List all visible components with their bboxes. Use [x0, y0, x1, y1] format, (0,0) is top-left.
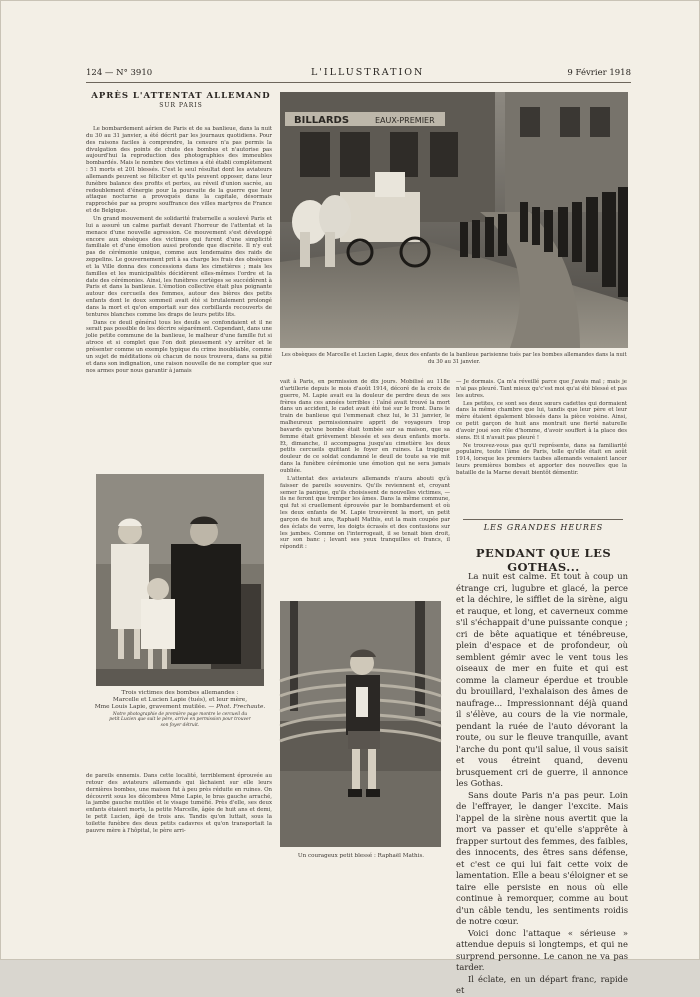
paragraph: Les petites, ce sont ses deux sœurs cadettes qui dormaient dans la même chambre que lui, tandis que leur père et leur mère étaient également blessés dans la pièce voisine. Ainsi, ce petit garçon de huit ans montrait une fierté naturelle d'avoir joué son rôle d'homme, d'avoir souffert à la place des siens. Et il n'avait pas pleuré ! — [456, 400, 627, 441]
family-photo-image — [96, 474, 264, 686]
family-caption-line3 — [94, 704, 266, 711]
family-photo — [96, 474, 264, 686]
boy-photo-image — [280, 601, 441, 847]
paragraph: Le bombardement aérien de Paris et de sa banlieue, dans la nuit du 30 au 31 janvier, a été décrit par les journaux quotidiens. Pour des raisons faciles à comprendre, la censure n'a pas permis la divulgation des points de chute des bombes et n'autorise pas aujourd'hui la reproduction des photographies des immeubles bombardés. Mais le nombre des victimes a été établi complètement : 51 morts et 201 blessés. C'est le seul résultat dont les aviateurs allemands peuvent se féliciter et qu'ils peuvent opposer, dans leur funèbre balance des profits et pertes, au réveil d'union sacrée, au redoublement d'énergie pour la poursuite de la guerre que leur attaque nocturne a provoqués dans la capitale, désormais rapprochée par sa propre souffrance des villes martyres de France et de Belgique. — [86, 126, 272, 215]
article-title: APRÈS L'ATTENTAT ALLEMAND — [91, 91, 271, 101]
paragraph: Un grand mouvement de solidarité fraternelle a soulevé Paris et lui a assuré un calme parfait devant l'horreur de l'attentat et la menace d'une nouvelle agression. Ce mouvement s'est développé encore aux obsèques des victimes qui furent d'une simplicité familiale et d'une émotion aussi profonde que discrète. Il n'y eut pas de cérémonie unique, comme aux lendemains des raids de zeppelins. Le gouvernement prit à sa charge les frais des obsèques et la Ville donna des concessions dans les cimetières ; mais les familles et les municipalités décidèrent elles-mêmes l'ordre et la date des cérémonies. Ainsi, les funèbres cortèges se succédèrent à Paris et dans la banlieue. L'émotion collective était plus poignante autour des cercueils des femmes, autour des bières des petits enfants dont le doux sommeil avait été si brutalement prolongé dans la mort et qu'on emportait sur des corbillards recouverts de tentures blanches comme les draps de leurs petits lits. — [86, 215, 272, 318]
family-caption-line2: Marcelle et Lucien Lapie (tués), et leur mère, — [112, 697, 248, 704]
paragraph: de pareils ennemis. Dans cette localité, terriblement éprouvée au retour des aviateurs allemands qui lâchaient sur elle leurs dernières bombes, une maison fut à peu près réduite en ruines. On découvrit sous les décombres Mme Lapie, le bras gauche arraché, la jambe gauche mutilée et le visage tuméfié. Près d'elle, ses deux enfants étaient morts, la petite Marcelle, âgée de huit ans et demi, le petit Lucien, âgé de trois ans. Tandis qu'on luttait, sous la toilette funèbre des deux petits cadavres et qu'on transportait la pauvre mère à l'hôpital, le père arri- — [86, 773, 272, 834]
paragraph: Dans ce deuil général tous les deuils se confondaient et il ne serait pas possible de les décrire séparément. Cependant, dans une jolie petite commune de la banlieue, le malheur d'une famille fut si atroce et si complet que l'on doit pieusement s'y arrêter et le présenter comme un exemple typique du crime inoubliable, comme un sujet de méditations où chacun de nous trouvera, dans sa pitié et dans son indignation, une raison nouvelle de ne compter que sur nos armes pour nous garantir à jamais — [86, 319, 272, 374]
photo-credit: Phot. Frechaute. — [216, 704, 266, 711]
journal-title: L'ILLUSTRATION — [311, 67, 425, 78]
page-number: 124 — N° 3910 — [86, 68, 153, 78]
family-caption — [94, 690, 266, 728]
running-header — [86, 68, 631, 82]
section-kicker: LES GRANDES HEURES — [483, 523, 604, 532]
boy-caption: Un courageux petit blessé : Raphaël Mathis. — [297, 853, 425, 859]
paragraph: Sans doute Paris n'a pas peur. Loin de l'effrayer, le danger l'excite. Mais l'appel de la sirène nous avertit que la mort va passer et qu'elle s'apprête à frapper surtout des femmes, des faibles, des innocents, des êtres sans défense, et c'est ce qui lui fait cette voix de lamentation. Elle a beau s'éloigner et se taire elle persiste en nous où elle continue à remorquer, comme au bout d'un câble tendu, les sentiments roidis de notre cœur. — [456, 789, 628, 926]
funeral-photo — [280, 92, 628, 348]
section-title: PENDANT QUE LES GOTHAS... — [475, 546, 612, 574]
funeral-photo-image — [280, 92, 628, 348]
left-continuation — [86, 773, 272, 873]
middle-article-body — [280, 379, 450, 592]
family-caption-text: Mme Louis Lapie, gravement mutilée. — — [94, 704, 215, 711]
family-caption-line1: Trois victimes des bombes allemandes : — [121, 690, 239, 696]
paragraph: — Je dormais. Ça m'a réveillé parce que j'avais mal ; mais je n'ai pas pleuré. Tant mieux qu'c'est moi qu'ai été blessé et pas les autres. — [456, 379, 627, 399]
paragraph: vait à Paris, en permission de dix jours. Mobilisé au 118e d'artillerie depuis le mois d'août 1914, décoré de la croix de guerre, M. Lapie avait eu la douleur de perdre deux de ses frères dans ces années terribles : l'aîné avait trouvé la mort dans un accident, le cadet avait été tué sur le front. Dans le train de banlieue qui l'emmenait chez lui, le 31 janvier, le malheureux permissionnaire apprit de voyageurs trop bavards qu'une bombe était tombée sur sa maison, que sa femme était grièvement blessée et ses deux enfants morts. Et, dimanche, il accompagna jusqu'au cimetière les deux petits cercueils quittant le foyer en ruines. La tragique douleur de ce soldat condamné le deuil de toute sa vie mit dans la funèbre cérémonie une émotion qui ne sera jamais oubliée. — [280, 379, 450, 474]
issue-date: 9 Février 1918 — [567, 68, 631, 78]
sign-eaux: EAUX-PREMIER — [375, 116, 435, 125]
paragraph: L'attentat des aviateurs allemands n'aura abouti qu'à faisser de pareils souvenirs. Qu'ils reviennent et, croyant semer la panique, qu'ils choisissent de nouvelles victimes, — ils ne feront que tremper les âmes. Dans la même commune, qui fut si cruellement éprouvée par le bombardement et où les deux enfants de M. Lapie trouvèrent la mort, un petit garçon de huit ans, Raphaël Mathis, eut la main coupée par des éclats de verre, les doigts écrasés et des contusions sur les jambes. Comme on l'interrogeait, il se tenait bien droit, sur son banc ; levant ses yeux tranquilles et francs, il répondit : — [280, 475, 450, 551]
family-note: Notre photographie de première page montre le cercueil du petit Lucien que suit le père, arrivé en permission pour trouver son foyer détruit. — [109, 711, 251, 728]
funeral-caption: Les obsèques de Marcelle et Lucien Lapie, deux des enfants de la banlieue parisienne tués par les bombes allemandes dans la nuit du 30 au 31 janvier. — [281, 352, 627, 365]
sign-billards: BILLARDS — [294, 115, 350, 126]
section-rule — [463, 519, 623, 520]
boy-photo — [280, 601, 441, 847]
paragraph: Il éclate, en un départ franc, rapide et — [456, 973, 628, 995]
paragraph: Ne trouvez-vous pas qu'il représente, dans sa familiarité populaire, toute l'âme de Paris, telle qu'elle était en août 1914, lorsque les premiers taubes allemands venaient lancer leurs premières bombes et apporter des nouvelles que la bataille de la Marne devait bientôt démentir. — [456, 442, 627, 476]
header-rule — [86, 82, 631, 83]
gothas-article-body — [456, 571, 628, 995]
right-article-body — [456, 379, 627, 514]
paragraph: Voici donc l'attaque « sérieuse » attendue depuis si longtemps, et qui ne surprend personne. Le canon ne va pas tarder. — [456, 927, 628, 972]
left-article-body — [86, 126, 272, 459]
article-subtitle: SUR PARIS — [159, 102, 203, 109]
paragraph: La nuit est calme. Et tout à coup un étrange cri, lugubre et glacé, la perce et la déchire, le sifflet de la sirène, aigu et rauque, et long, et caverneux comme s'il s'échappait d'une puissante conque ; cri de bête aquatique et ténébreuse, plein d'espace et de profondeur, où semblent gémir avec le vent tous les oiseaux de mer en fuite et qui est comme la clameur éperdue et trouble du brouillard, l'exhalaison des âmes de naufrage... Impressionnant déjà quand il s'élève, au cours de la vie normale, pendant la ruée de l'auto dévorant la route, ou sur le fleuve tranquille, avant l'arche du pont qu'il salue, il vous saisit et vous étreint quand, devenu brusquement cri de guerre, il annonce les Gothas. — [456, 571, 628, 788]
